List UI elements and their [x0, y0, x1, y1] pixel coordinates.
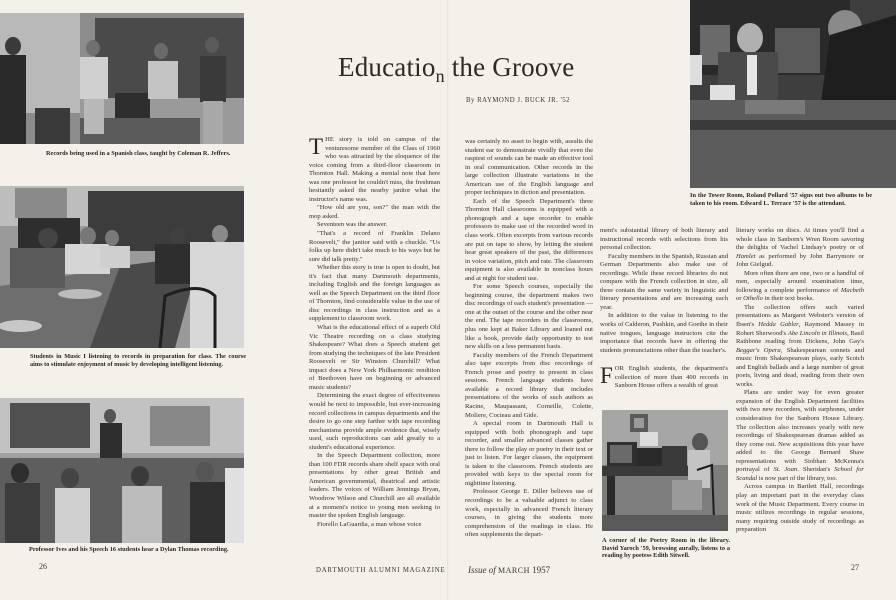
italic-title: St. Joan	[773, 466, 798, 474]
paragraph: Seventeen was the answer.	[317, 221, 388, 229]
issue-prefix: Issue of	[468, 565, 496, 575]
photo-speech-class	[0, 398, 244, 543]
text-run: , Shakespearean sonnets and music from Shakespearean plays, early Scotch and English ballads and a large number of great poets, living and dead, reading from their own works.	[736, 346, 865, 388]
paragraph-text: HE story is told on campus of the venturesome member of the Class of 1960 who was attracted by the eloquence of the voice coming from a third-floor classroom in Thornton Hall. Making a mental note that here was one professor he couldn't miss, the freshman hesitantly asked the nearby janitor what the instructor's name was.	[309, 136, 440, 203]
caption-poetry-room: A corner of the Poetry Room in the library. David Yaroch '59, browsing aurally, listens to a reading by poetess Edith Sitwell.	[602, 537, 730, 560]
paragraph: Determining the exact degree of effectiveness would be next to impossible, but ever-increasing record collections in campus departments and the desire to go one step farther with tape recording mechanisms provide ample evidence that, wisely used, such reproductions can add greatly to a student's educational experience.	[309, 392, 440, 451]
paragraph	[736, 270, 864, 304]
paragraph	[309, 136, 440, 204]
text-run: in their text books.	[762, 295, 815, 303]
article-column-2	[465, 138, 593, 540]
article-column-1	[309, 136, 440, 529]
magazine-name: DARTMOUTH ALUMNI MAGAZINE	[316, 567, 446, 574]
article-title	[338, 52, 628, 86]
photo-tower-room	[690, 0, 896, 188]
paragraph: Faculty members in the Spanish, Russian and German Departments also make use of recordings. While these record libraries do not compare with the French collection in size, all three contain the same variety in linguistic and literary presentations and are increasing each year.	[600, 252, 728, 311]
paragraph	[600, 365, 728, 391]
italic-title: School for Scandal	[736, 466, 864, 482]
photo-poetry-room	[602, 410, 728, 531]
italic-title: Hedda Gabler	[758, 321, 799, 329]
paragraph: ment's substantial library of both literary and instructional records with selections from his personal collection.	[600, 227, 728, 252]
paragraph: For some Speech courses, especially the beginning course, the department makes two disc recordings of each student's presentation — one at the outset of the course and the other near the end. The tape recorders in the classrooms, plus one kept at Baker Library and loaned out like a book, provide daily opportunity to test new skills on a less permanent basis.	[465, 283, 593, 351]
paragraph: What is the educational effect of a superb Old Vic Theatre recording on a class studying Shakespeare? What does a Speech student get from studying the techniques of the late President Roosevelt or Sir Winston Churchill? What impact does a New York Philharmonic rendition of Beethoven have on beginning or advanced music students?	[309, 324, 440, 391]
page-gutter	[447, 0, 449, 600]
paragraph: Professor George E. Diller believes use of recordings to be a valuable adjunct to class work, especially in advanced French literary courses, in giving the students more comprehension of the readings in class. He often supplements the depart-	[465, 488, 593, 539]
paragraph	[736, 304, 864, 389]
paragraph: Each of the Speech Department's three Thornton Hall classrooms is equipped with a phonograph and a tape recorder to enable professors to make use of the recorded word in class work. Often excerpts from various records are put on tape to show, by letting the student hear great speakers of the past, the differences in voice variation, pitch and rate. The classroom equipment is also available in nonclass hours and at night for student use.	[465, 197, 593, 282]
paragraph-text: OR English students, the department's collection of more than 400 records in Sanborn House offers a wealth of great	[614, 365, 728, 390]
text-run: . Sheridan's	[797, 466, 835, 474]
article-column-3	[600, 227, 728, 391]
paragraph: In the Speech Department collection, more than 100 FDR records share shelf space with oral presentations by other great British and American governmental, theatrical and artistic leaders. The voices of William Jennings Bryan, Woodrow Wilson and Churchill are all available at a moment's notice to young men seeking to master the spoken English language.	[309, 452, 440, 520]
text-run: , Raymond Massey in Robert Sherwood's	[736, 321, 864, 337]
italic-title: Othello	[743, 295, 763, 303]
issue-month: MARCH	[498, 566, 530, 575]
title-part-2: the Groove	[444, 52, 575, 82]
title-part-1: Educatio	[338, 52, 436, 82]
byline: By RAYMOND J. BUCK JR. '52	[466, 97, 571, 104]
paragraph: "That's a record of Franklin Delano Roosevelt," the janitor said with a chuckle. "Us folks up here didn't take much to his ways but he sure did talk pretty."	[309, 230, 440, 263]
paragraph: Fiorello LaGuardia, a man whose voice	[317, 520, 422, 528]
paragraph: Across campus in Bartlett Hall, recordings play an important part in the everyday class work of the Music Department. Every course in music utilizes recordings in regular sessions, many requiring outside study of recordings as preparation	[736, 483, 864, 534]
text-run: More often there are one, two or a handful of men, especially around examination time, following a complete performance of	[736, 269, 864, 294]
caption-speech-class: Professor Ives and his Speech 16 students hear a Dylan Thomas recording.	[29, 546, 229, 553]
drop-cap: F	[600, 363, 613, 389]
italic-title: Macbeth	[840, 286, 864, 294]
issue-year: 1957	[532, 565, 551, 575]
text-run: The collection offers such varied presentations as Margaret Webster's version of Ibsen's	[736, 303, 864, 329]
caption-spanish-class: Records being used in a Spanish class, taught by Coleman R. Jeffers.	[46, 150, 231, 157]
article-column-4	[736, 227, 864, 535]
italic-title: Abe Lincoln in Illinois	[787, 329, 848, 337]
text-run: Plans are under way for even greater expansion of the English Department facilities with two new recorders, with earphones, under consideration for the Sanborn House Library. The collection also increases yearly with new recordings of Shakespearean dramas added as they come out. New acquisitions this year have added to the George Bernard Shaw representations with Siobhan McKenna's portrayal of	[736, 389, 864, 474]
photo-music-class	[0, 186, 244, 348]
photo-spanish-class	[0, 13, 244, 144]
text-run: or	[736, 295, 744, 303]
issue-line	[468, 565, 550, 575]
text-run: is now part of the library, too.	[757, 474, 838, 482]
caption-music-class: Students in Music I listening to records in preparation for class. The course aims to stimulate enjoyment of music by developing intelligent listening.	[30, 353, 246, 368]
text-run: literary works on discs. At times you'll find a whole class in Sanborn's Wren Room savoring the delights of Vachel Lindsay's poetry or of	[736, 227, 864, 252]
title-glitch-char: n	[435, 66, 445, 86]
paragraph: "How old are you, son?" the man with the mop asked.	[309, 204, 440, 220]
italic-title: Beggar's Opera	[736, 346, 781, 354]
paragraph: Whether this story is true is open to doubt, but it's fact that many Dartmouth departments, including English and the foreign languages as well as the Speech Department on the third floor of Thornton, find considerable value in the use of disc recordings in class instruction and as a supplement to classroom work.	[309, 264, 440, 323]
text-run: as performed by John Barrymore or John Gielgud.	[736, 252, 864, 269]
paragraph: Faculty members of the French Department also tape excerpts from disc recordings of French prose and poetry to present in class sessions. French language students have available a record library that includes presentations of the works of such authors as Racine, Maupassant, Corneille, Colette, Moliere, Cocteau and Gide.	[465, 351, 593, 419]
page-number-right: 27	[851, 563, 859, 572]
paragraph: A special room in Dartmouth Hall is equipped with both phonograph and tape recorder, and smaller advanced classes gather there to follow the play or poetry in their text or just to listen. For larger classes, the equipment is taken to the classroom. French students are provided with keys to the special room for nighttime listening.	[465, 420, 593, 487]
paragraph	[736, 227, 864, 270]
paragraph	[736, 389, 864, 483]
text-run: , Basil Rathbone reading from Dickens, John Gay's	[736, 329, 864, 346]
drop-cap: T	[309, 134, 324, 159]
paragraph: was certainly no asset to begin with, assults the student ear to demonstrate vividly that even the raspiest of sounds can be made an effective tool in oral communication. Other records in the large collection illustrate variations in the American use of the English language and proper techniques in diction and presentation.	[465, 138, 593, 197]
paragraph: In addition to the value in listening to the works of Calderon, Pushkin, and Goethe in their native tongues, language instructors cite the importance that records have in offering the students pronunciations other than the teacher's.	[600, 312, 728, 354]
italic-title: Hamlet	[736, 252, 756, 260]
page-number-left: 26	[39, 562, 47, 571]
caption-tower-room: In the Tower Room, Roland Pollard '57 signs out two albums to be taken to his room. Edward L. Terrace '57 is the attendant.	[690, 192, 872, 207]
